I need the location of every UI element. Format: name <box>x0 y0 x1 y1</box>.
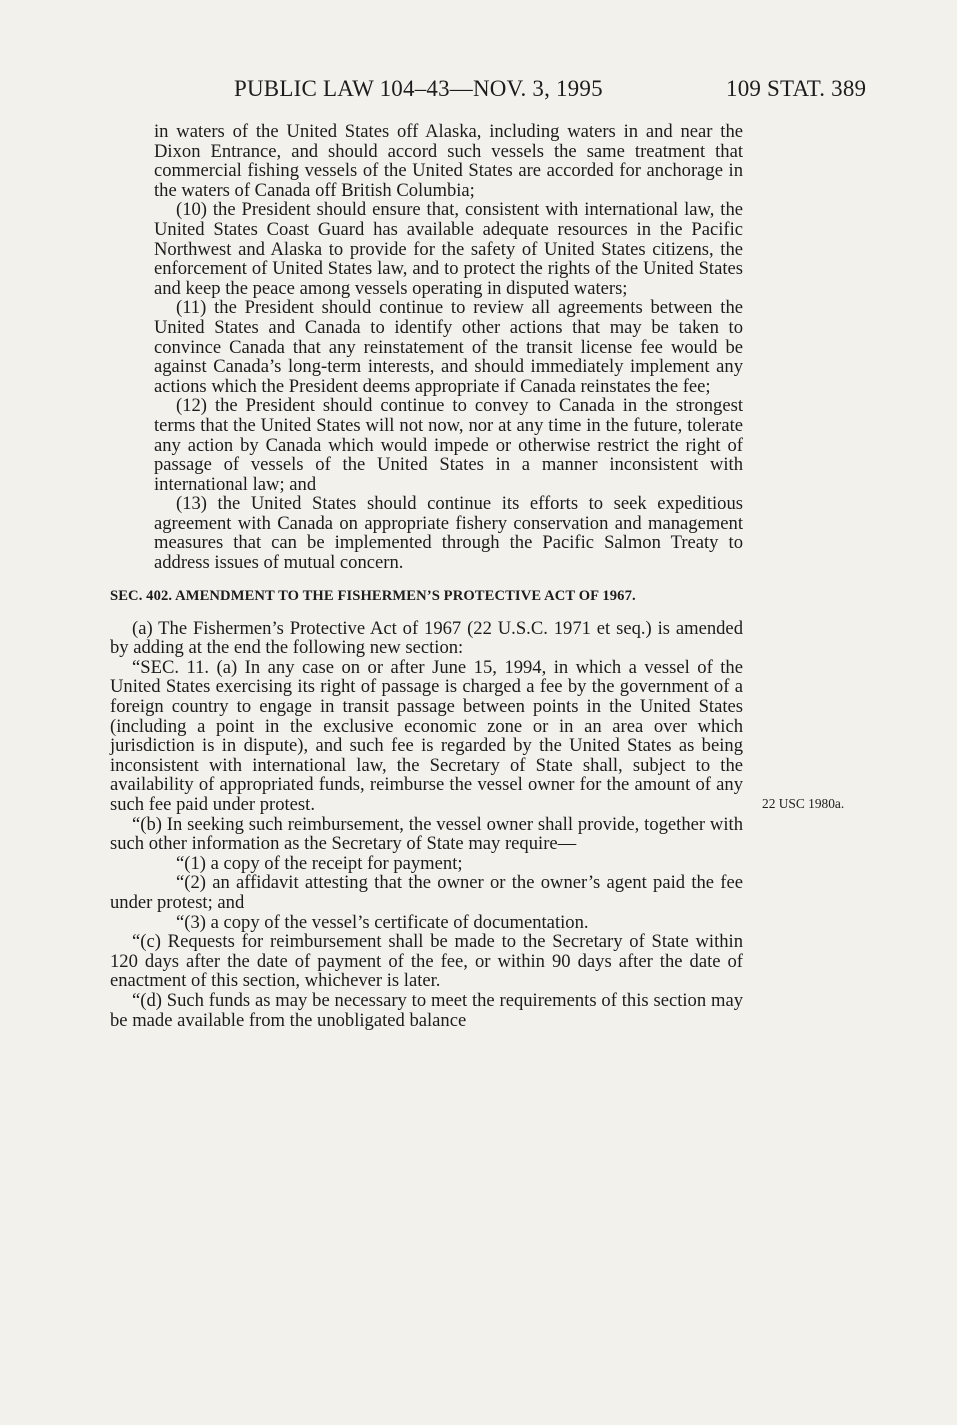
section-heading: SEC. 402. AMENDMENT TO THE FISHERMEN’S PROTECTIVE ACT OF 1967. <box>110 587 636 604</box>
paragraph-continued: in waters of the United States off Alaska, including waters in and near the Dixon Entrance, and should accord such vessels the same treatment that commercial fishing vessels of the United States are accorded for anchorage in the waters of Canada off British Columbia; <box>154 121 743 201</box>
page-header <box>0 72 957 106</box>
subsection-b: “(b) In seeking such reimbursement, the vessel owner shall provide, together with such other information as the Secretary of State may require— <box>110 813 743 855</box>
paragraph-10: (10) the President should ensure that, consistent with international law, the United States Coast Guard has available adequate resources in the Pacific Northwest and Alaska to provide for the safety of United States citizens, the enforcement of United States law, and to protect the rights of the United States and keep the peace among vessels operating in disputed waters; <box>154 199 743 299</box>
header-title: PUBLIC LAW 104–43—NOV. 3, 1995 <box>234 76 603 101</box>
paragraph-12: (12) the President should continue to convey to Canada in the strongest terms that the United States will not now, nor at any time in the future, tolerate any action by Canada which would impede or otherwise restrict the right of passage of vessels of the United States in a manner inconsistent with international law; and <box>154 395 743 495</box>
margin-note: 22 USC 1980a. <box>762 796 845 811</box>
subsection-c: “(c) Requests for reimbursement shall be made to the Secretary of State within 120 days after the date of payment of the fee, or within 90 days after the date of enactment of this section, whichever is later. <box>110 931 743 992</box>
subsection-d: “(d) Such funds as may be necessary to meet the requirements of this section may be made available from the unobligated balance <box>110 989 743 1031</box>
clause-b-3: “(3) a copy of the vessel’s certificate of documentation. <box>176 911 589 933</box>
subsection-a: (a) The Fishermen’s Protective Act of 1967 (22 U.S.C. 1971 et seq.) is amended by adding at the end the following new section: <box>110 617 743 659</box>
page-body <box>110 122 743 1030</box>
section-11-a: “SEC. 11. (a) In any case on or after June 15, 1994, in which a vessel of the United States exercising its right of passage is charged a fee by the government of a foreign country to engage in transit passage between points in the United States (including a point in the exclusive economic zone or in an area over which jurisdiction is in dispute), and such fee is regarded by the United States as being inconsistent with international law, the Secretary of State shall, subject to the availability of appropriated funds, reimburse the vessel owner for the amount of any such fee paid under protest. <box>110 656 743 815</box>
paragraph-13: (13) the United States should continue its efforts to seek expeditious agreement with Canada on appropriate fishery conservation and management measures that can be implemented through the Pacific Salmon Treaty to address issues of mutual concern. <box>154 493 743 574</box>
clause-b-2: “(2) an affidavit attesting that the owner or the owner’s agent paid the fee under protest; and <box>110 872 743 913</box>
header-stat-page: 109 STAT. 389 <box>726 76 867 101</box>
clause-b-1: “(1) a copy of the receipt for payment; <box>176 852 463 874</box>
paragraph-11: (11) the President should continue to review all agreements between the United States and Canada to identify other actions that may be taken to convince Canada that any reinstatement of the transit license fee would be against Canada’s long-term interests, and should immediately implement any actions which the President deems appropriate if Canada reinstates the fee; <box>154 297 743 397</box>
